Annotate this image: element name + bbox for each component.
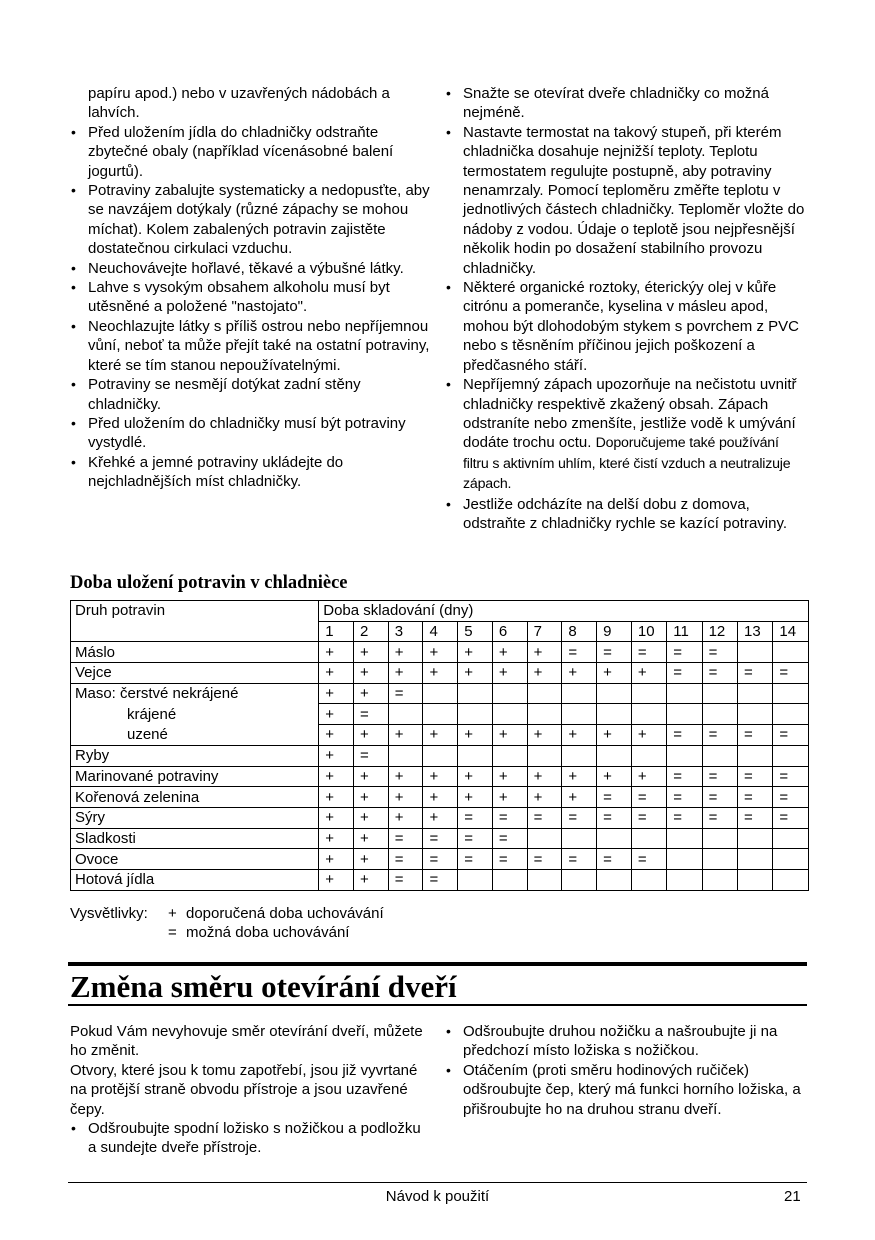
table-header-row <box>71 601 809 622</box>
storage-cell <box>773 849 809 870</box>
legend-row <box>70 904 384 923</box>
table-row <box>71 663 809 684</box>
list-item: • Nastavte termostat na takový stupeň, při kterém chladnička dosahuje nejnižší teploty. Teplotu termostatem regulujte postupně, aby potraviny nenamrzaly. Pomocí teploměru změřte teplotu v jednotlivých částech chladničky. Teploměr vložte do nádoby z vodou. Údaje o teplotě jsou nejpřesnější několik hodin po dosažení stabilního provozu chladničky. <box>445 123 805 278</box>
storage-cell: + <box>353 869 388 890</box>
storage-cell <box>773 869 809 890</box>
storage-cell: + <box>631 663 666 684</box>
storage-cell <box>737 642 772 663</box>
top-left-list <box>70 123 432 492</box>
top-right-column <box>445 84 805 533</box>
day-header-cell: 7 <box>527 621 562 642</box>
storage-cell: = <box>631 849 666 870</box>
storage-cell: = <box>492 828 527 849</box>
section-title: Změna směru otevírání dveří <box>70 969 457 1004</box>
paragraph: Pokud Vám nevyhovuje směr otevírání dveří, můžete ho změnit. <box>70 1023 423 1060</box>
day-header-cell: 3 <box>388 621 423 642</box>
storage-cell: = <box>702 642 737 663</box>
food-name-cell: Ryby <box>71 745 319 766</box>
storage-cell: + <box>597 725 632 746</box>
odor-text: Nepříjemný zápach upozorňuje na nečistotu uvnitř chladničky respektivě zkažený obsah. Zápach odstraníte nebo zmenšíte, jestliže vodě k umývání dodáte trochu octu. <box>463 376 797 452</box>
storage-cell: + <box>562 725 597 746</box>
storage-cell: = <box>631 807 666 828</box>
section-rule-bottom <box>68 1004 807 1006</box>
storage-cell <box>492 745 527 766</box>
storage-cell <box>737 745 772 766</box>
storage-cell <box>458 704 493 725</box>
legend-symbol: + <box>168 905 177 922</box>
storage-cell: = <box>527 849 562 870</box>
storage-cell <box>773 828 809 849</box>
storage-cell: + <box>631 725 666 746</box>
storage-cell: = <box>458 828 493 849</box>
storage-cell: = <box>667 642 702 663</box>
bottom-left-list <box>70 1119 432 1158</box>
day-header-cell: 4 <box>423 621 458 642</box>
storage-cell <box>737 828 772 849</box>
day-header-cell: 11 <box>667 621 702 642</box>
storage-cell <box>737 869 772 890</box>
storage-cell: = <box>631 787 666 808</box>
storage-cell: = <box>353 745 388 766</box>
storage-cell: + <box>388 787 423 808</box>
day-header-cell: 9 <box>597 621 632 642</box>
storage-cell: + <box>527 663 562 684</box>
storage-cell <box>562 683 597 704</box>
top-right-list <box>445 84 805 533</box>
storage-cell: = <box>702 787 737 808</box>
storage-cell: + <box>458 642 493 663</box>
food-name-cell: Sladkosti <box>71 828 319 849</box>
storage-cell <box>773 642 809 663</box>
storage-cell <box>702 704 737 725</box>
storage-cell: + <box>319 642 354 663</box>
storage-cell <box>667 828 702 849</box>
storage-cell: = <box>773 725 809 746</box>
storage-cell: + <box>562 766 597 787</box>
legend-text: doporučená doba uchovávání <box>186 905 384 922</box>
storage-cell <box>527 828 562 849</box>
continuation-text: papíru apod.) nebo v uzavřených nádobách a lahvích. <box>88 85 390 122</box>
list-item: • Před uložením do chladničky musí být potraviny vystydlé. <box>70 414 432 453</box>
storage-cell: = <box>597 642 632 663</box>
storage-cell: = <box>492 849 527 870</box>
storage-cell: = <box>702 766 737 787</box>
table-row <box>71 642 809 663</box>
storage-cell: + <box>492 725 527 746</box>
storage-cell <box>737 704 772 725</box>
food-name-cell: Máslo <box>71 642 319 663</box>
storage-cell: + <box>527 642 562 663</box>
storage-cell: = <box>388 828 423 849</box>
storage-cell: + <box>353 642 388 663</box>
section-rule-top <box>68 962 807 966</box>
day-header-cell: 2 <box>353 621 388 642</box>
storage-cell: + <box>492 663 527 684</box>
storage-cell: = <box>353 704 388 725</box>
storage-cell: = <box>702 725 737 746</box>
storage-cell: = <box>423 849 458 870</box>
food-name-cell: Hotová jídla <box>71 869 319 890</box>
storage-cell <box>737 683 772 704</box>
table-row <box>71 766 809 787</box>
storage-cell <box>631 745 666 766</box>
storage-cell: = <box>388 683 423 704</box>
list-item: • Snažte se otevírat dveře chladničky co možná nejméně. <box>445 84 805 123</box>
table-row <box>71 787 809 808</box>
storage-cell <box>562 869 597 890</box>
storage-cell <box>458 869 493 890</box>
storage-cell: = <box>737 725 772 746</box>
storage-cell <box>597 704 632 725</box>
list-item: • Neuchovávejte hořlavé, těkavé a výbušné látky. <box>70 259 432 278</box>
table-row <box>71 704 809 725</box>
storage-cell <box>597 683 632 704</box>
food-name-cell: Sýry <box>71 807 319 828</box>
paragraph: Otvory, které jsou k tomu zapotřebí, jsou již vyvrtané na protější straně obvodu přístroje a jsou uzavřené čepy. <box>70 1061 418 1118</box>
storage-cell <box>667 849 702 870</box>
storage-cell <box>631 683 666 704</box>
legend-symbol: = <box>168 924 177 942</box>
legend <box>70 904 384 943</box>
legend-text: možná doba uchovávání <box>186 924 350 942</box>
storage-cell: + <box>597 663 632 684</box>
food-name-cell: Marinované potraviny <box>71 766 319 787</box>
storage-cell: + <box>423 766 458 787</box>
storage-cell: = <box>667 787 702 808</box>
storage-cell <box>492 704 527 725</box>
storage-cell: = <box>562 807 597 828</box>
storage-cell <box>527 704 562 725</box>
storage-cell <box>527 869 562 890</box>
footer-rule <box>68 1182 807 1183</box>
storage-cell: = <box>423 869 458 890</box>
storage-cell: = <box>423 828 458 849</box>
list-item: • Potraviny se nesmějí dotýkat zadní stěny chladničky. <box>70 375 432 414</box>
list-item: • Otáčením (proti směru hodinových ručiček) odšroubujte čep, který má funkci horního ložiska, a přišroubujte ho na druhou stranu dveří. <box>445 1061 805 1119</box>
storage-cell: + <box>458 663 493 684</box>
storage-cell <box>562 704 597 725</box>
storage-cell: = <box>702 663 737 684</box>
storage-cell: + <box>492 766 527 787</box>
bottom-left-column <box>70 1022 432 1158</box>
storage-cell: = <box>773 663 809 684</box>
storage-cell <box>702 869 737 890</box>
storage-cell: = <box>562 849 597 870</box>
storage-cell <box>631 704 666 725</box>
table-row <box>71 725 809 746</box>
footer-title: Návod k použití <box>385 1188 490 1205</box>
storage-cell <box>773 745 809 766</box>
list-item: • Odšroubujte druhou nožičku a našroubujte ji na předchozí místo ložiska s nožičkou. <box>445 1022 805 1061</box>
storage-cell: + <box>353 663 388 684</box>
storage-cell <box>702 745 737 766</box>
storage-cell <box>492 683 527 704</box>
storage-cell: + <box>319 766 354 787</box>
storage-cell <box>667 869 702 890</box>
legend-label: Vysvětlivky: <box>70 905 148 922</box>
storage-cell <box>527 683 562 704</box>
storage-cell: = <box>631 642 666 663</box>
food-name-cell: Ovoce <box>71 849 319 870</box>
storage-cell: + <box>319 828 354 849</box>
storage-cell <box>667 704 702 725</box>
storage-cell: + <box>423 663 458 684</box>
storage-cell: = <box>562 642 597 663</box>
storage-cell: + <box>353 766 388 787</box>
storage-cell: = <box>667 663 702 684</box>
storage-cell: + <box>388 807 423 828</box>
top-left-column <box>70 84 432 492</box>
table-row <box>71 849 809 870</box>
storage-cell <box>667 683 702 704</box>
storage-cell <box>388 745 423 766</box>
storage-cell <box>631 828 666 849</box>
storage-cell: = <box>773 807 809 828</box>
storage-cell: + <box>458 766 493 787</box>
storage-cell: + <box>319 807 354 828</box>
storage-cell: + <box>562 663 597 684</box>
storage-cell: = <box>773 787 809 808</box>
table-row <box>71 828 809 849</box>
storage-cell: + <box>319 725 354 746</box>
list-item: • Některé organické roztoky, éterickýy olej v kůře citrónu a pomeranče, kyselina v másleu apod, mohou být dlohodobým stykem s povrchem z PVC nebo s těsněním příčinou jejich poškození a předčasného stáří. <box>445 278 805 375</box>
storage-cell <box>423 704 458 725</box>
day-header-cell: 5 <box>458 621 493 642</box>
storage-cell: + <box>353 807 388 828</box>
list-item: • Potraviny zabalujte systematicky a nedopusťte, aby se navzájem dotýkaly (různé zápachy se mohou míchat). Kolem zabalených potravin zajistěte dostatečnou cirkulaci vzduchu. <box>70 181 432 259</box>
storage-days-header: Doba skladování (dny) <box>319 601 809 622</box>
food-type-header: Druh potravin <box>71 601 319 642</box>
storage-cell: + <box>527 766 562 787</box>
storage-cell <box>527 745 562 766</box>
storage-cell <box>597 745 632 766</box>
storage-cell <box>773 683 809 704</box>
table-row <box>71 869 809 890</box>
storage-cell: + <box>319 787 354 808</box>
storage-cell <box>562 828 597 849</box>
storage-cell <box>562 745 597 766</box>
list-item: • Před uložením jídla do chladničky odstraňte zbytečné obaly (například vícenásobné balení jogurtů). <box>70 123 432 181</box>
day-header-cell: 10 <box>631 621 666 642</box>
bottom-right-list <box>445 1022 805 1119</box>
storage-cell <box>773 704 809 725</box>
page-number: 21 <box>784 1188 801 1205</box>
storage-cell: + <box>423 725 458 746</box>
storage-cell: + <box>388 766 423 787</box>
list-item: • Jestliže odcházíte na delší dobu z domova, odstraňte z chladničky rychle se kazící potraviny. <box>445 495 805 534</box>
storage-cell <box>458 683 493 704</box>
day-header-cell: 6 <box>492 621 527 642</box>
storage-cell: = <box>737 787 772 808</box>
storage-cell: + <box>562 787 597 808</box>
food-name-cell: Kořenová zelenina <box>71 787 319 808</box>
storage-cell: + <box>423 807 458 828</box>
storage-cell: + <box>597 766 632 787</box>
storage-cell <box>388 704 423 725</box>
storage-cell: + <box>353 849 388 870</box>
storage-cell: + <box>388 642 423 663</box>
storage-cell <box>597 828 632 849</box>
storage-cell: = <box>597 807 632 828</box>
storage-cell: + <box>458 787 493 808</box>
storage-cell: + <box>353 828 388 849</box>
storage-cell: + <box>492 642 527 663</box>
day-header-cell: 14 <box>773 621 809 642</box>
storage-cell: + <box>319 849 354 870</box>
list-item: • Odšroubujte spodní ložisko s nožičkou a podložku a sundejte dveře přístroje. <box>70 1119 432 1158</box>
storage-cell <box>458 745 493 766</box>
day-header-cell: 12 <box>702 621 737 642</box>
storage-cell: + <box>319 663 354 684</box>
list-item: • Lahve s vysokým obsahem alkoholu musí byt utěsněné a položené "nastojato". <box>70 278 432 317</box>
storage-cell <box>423 683 458 704</box>
storage-cell: = <box>737 663 772 684</box>
storage-cell: + <box>319 704 354 725</box>
storage-cell: = <box>773 766 809 787</box>
table-row <box>71 807 809 828</box>
table-row <box>71 745 809 766</box>
storage-cell: + <box>527 725 562 746</box>
storage-cell: + <box>631 766 666 787</box>
storage-cell: + <box>319 869 354 890</box>
storage-cell: = <box>737 766 772 787</box>
storage-cell <box>492 869 527 890</box>
day-header-cell: 13 <box>737 621 772 642</box>
storage-cell: + <box>353 725 388 746</box>
storage-cell <box>702 849 737 870</box>
legend-row <box>70 923 384 942</box>
storage-cell: + <box>319 745 354 766</box>
storage-cell: = <box>667 725 702 746</box>
storage-cell <box>667 745 702 766</box>
list-item: • Neochlazujte látky s příliš ostrou nebo nepříjemnou vůní, neboť ta může přejít také na ostatní potraviny, které se tím stanou nepoužívatelnými. <box>70 317 432 375</box>
food-name-cell: uzené <box>71 725 319 746</box>
storage-cell: + <box>353 683 388 704</box>
day-header-cell: 8 <box>562 621 597 642</box>
storage-cell: + <box>527 787 562 808</box>
filter-recommendation: Doporučujeme také používání filtru s aktivním uhlím, které čistí vzduch a neutralizuje zápach. <box>463 435 791 493</box>
storage-cell: + <box>353 787 388 808</box>
storage-cell: = <box>667 766 702 787</box>
bottom-right-column <box>445 1022 805 1119</box>
storage-cell <box>631 869 666 890</box>
storage-cell: = <box>388 849 423 870</box>
storage-cell <box>702 828 737 849</box>
storage-cell: + <box>388 663 423 684</box>
storage-cell: = <box>597 787 632 808</box>
storage-table <box>70 600 809 891</box>
storage-cell: + <box>423 787 458 808</box>
day-header-cell: 1 <box>319 621 354 642</box>
storage-cell: = <box>597 849 632 870</box>
storage-cell: = <box>388 869 423 890</box>
storage-cell: = <box>527 807 562 828</box>
food-name-cell: krájené <box>71 704 319 725</box>
storage-cell: + <box>319 683 354 704</box>
storage-cell: = <box>702 807 737 828</box>
storage-cell: + <box>388 725 423 746</box>
list-item: • Křehké a jemné potraviny ukládejte do nejchladnějších míst chladničky. <box>70 453 432 492</box>
table-row <box>71 683 809 704</box>
storage-cell: = <box>737 807 772 828</box>
storage-cell <box>737 849 772 870</box>
food-name-cell: Maso: čerstvé nekrájené <box>71 683 319 704</box>
storage-cell: + <box>423 642 458 663</box>
list-item-odor <box>445 375 805 494</box>
food-name-cell: Vejce <box>71 663 319 684</box>
storage-cell: = <box>667 807 702 828</box>
storage-cell: = <box>458 807 493 828</box>
storage-cell <box>702 683 737 704</box>
storage-cell: = <box>492 807 527 828</box>
storage-cell <box>597 869 632 890</box>
storage-cell: = <box>458 849 493 870</box>
table-title: Doba uložení potravin v chladnièce <box>70 573 348 593</box>
storage-cell <box>423 745 458 766</box>
storage-cell: + <box>458 725 493 746</box>
storage-cell: + <box>492 787 527 808</box>
